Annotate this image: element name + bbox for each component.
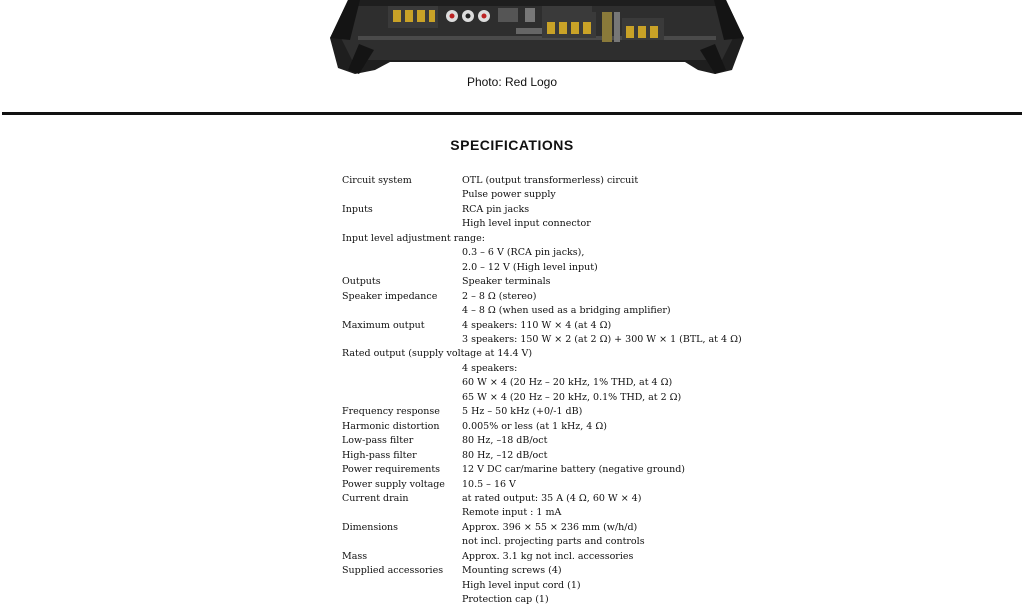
spec-label: Maximum output xyxy=(342,319,425,331)
spec-row xyxy=(342,362,762,376)
spec-row xyxy=(342,564,762,578)
spec-row xyxy=(342,290,762,304)
photo-caption: Photo: Red Logo xyxy=(466,75,558,89)
spec-value: Protection cap (1) xyxy=(462,594,549,606)
spec-row xyxy=(342,376,762,390)
spec-value: 0.3 – 6 V (RCA pin jacks), xyxy=(462,247,585,259)
spec-row xyxy=(342,478,762,492)
spec-row xyxy=(342,405,762,419)
spec-label: Dimensions xyxy=(342,521,399,533)
spec-label: Rated output (supply voltage at 14.4 V) xyxy=(342,348,533,360)
spec-value: 2 – 8 Ω (stereo) xyxy=(462,290,537,302)
spec-value: 4 speakers: 110 W × 4 (at 4 Ω) xyxy=(462,319,612,331)
spec-row xyxy=(342,217,762,231)
spec-label: Speaker impedance xyxy=(342,290,438,302)
spec-label xyxy=(342,333,462,347)
spec-value: High level input cord (1) xyxy=(462,579,581,591)
spec-label xyxy=(342,391,462,405)
spec-value: 0.005% or less (at 1 kHz, 4 Ω) xyxy=(462,420,607,432)
spec-value: 2.0 – 12 V (High level input) xyxy=(462,261,598,273)
spec-label xyxy=(342,579,462,593)
spec-value: 80 Hz, –12 dB/oct xyxy=(462,449,548,461)
spec-row xyxy=(342,333,762,347)
spec-value: Pulse power supply xyxy=(462,189,556,201)
spec-value: Approx. 396 × 55 × 236 mm (w/h/d) xyxy=(462,521,638,533)
spec-label xyxy=(342,304,462,318)
horizontal-divider xyxy=(2,112,1022,115)
spec-label: Power requirements xyxy=(342,464,441,476)
spec-value: Approx. 3.1 kg not incl. accessories xyxy=(462,550,634,562)
spec-value: 80 Hz, –18 dB/oct xyxy=(462,435,548,447)
specifications-heading: SPECIFICATIONS xyxy=(450,137,574,153)
spec-label xyxy=(342,261,462,275)
spec-label xyxy=(342,593,462,607)
spec-row xyxy=(342,492,762,506)
spec-label: Frequency response xyxy=(342,406,440,418)
spec-row xyxy=(342,246,762,260)
spec-label: Inputs xyxy=(342,203,373,215)
spec-label xyxy=(342,535,462,549)
spec-label xyxy=(342,362,462,376)
specifications-table xyxy=(342,174,762,608)
spec-value: 65 W × 4 (20 Hz – 20 kHz, 0.1% THD, at 2 Ω) xyxy=(462,391,682,403)
spec-row xyxy=(342,232,762,246)
spec-row xyxy=(342,304,762,318)
spec-value: 10.5 – 16 V xyxy=(462,478,516,490)
spec-label: Power supply voltage xyxy=(342,478,445,490)
spec-value: OTL (output transformerless) circuit xyxy=(462,175,639,186)
spec-row xyxy=(342,434,762,448)
spec-row xyxy=(342,463,762,477)
spec-label: Circuit system xyxy=(342,175,412,186)
amplifier-photo xyxy=(330,0,744,74)
spec-label: Supplied accessories xyxy=(342,565,444,577)
spec-value: 4 – 8 Ω (when used as a bridging amplifier) xyxy=(462,305,671,317)
spec-label xyxy=(342,376,462,390)
spec-row xyxy=(342,449,762,463)
spec-value: Speaker terminals xyxy=(462,276,551,288)
spec-value: RCA pin jacks xyxy=(462,203,530,215)
spec-row xyxy=(342,319,762,333)
spec-row xyxy=(342,593,762,607)
spec-value: 5 Hz – 50 kHz (+0/-1 dB) xyxy=(462,406,583,418)
spec-row xyxy=(342,174,762,188)
spec-row xyxy=(342,188,762,202)
spec-value: Mounting screws (4) xyxy=(462,565,562,577)
spec-value: Remote input : 1 mA xyxy=(462,507,562,519)
spec-row xyxy=(342,261,762,275)
spec-row xyxy=(342,420,762,434)
spec-row xyxy=(342,347,762,361)
spec-value: 3 speakers: 150 W × 2 (at 2 Ω) + 300 W × 1 (BTL, at 4 Ω) xyxy=(462,333,742,345)
spec-value: 12 V DC car/marine battery (negative ground) xyxy=(462,464,685,476)
spec-label xyxy=(342,506,462,520)
spec-row xyxy=(342,275,762,289)
spec-label xyxy=(342,246,462,260)
spec-value: not incl. projecting parts and controls xyxy=(462,536,645,548)
spec-row xyxy=(342,579,762,593)
spec-row xyxy=(342,521,762,535)
spec-label xyxy=(342,188,462,202)
spec-value: 60 W × 4 (20 Hz – 20 kHz, 1% THD, at 4 Ω) xyxy=(462,377,673,389)
spec-row xyxy=(342,391,762,405)
spec-label: High-pass filter xyxy=(342,449,417,461)
spec-value: High level input connector xyxy=(462,218,591,230)
spec-label: Input level adjustment range: xyxy=(342,232,485,244)
spec-value: at rated output: 35 A (4 Ω, 60 W × 4) xyxy=(462,492,642,504)
spec-label: Low-pass filter xyxy=(342,435,414,447)
spec-label: Mass xyxy=(342,550,368,562)
spec-label: Current drain xyxy=(342,492,409,504)
spec-row xyxy=(342,203,762,217)
spec-label: Harmonic distortion xyxy=(342,420,440,432)
spec-row xyxy=(342,506,762,520)
spec-label xyxy=(342,217,462,231)
spec-label: Outputs xyxy=(342,276,381,288)
spec-value: 4 speakers: xyxy=(462,362,518,374)
spec-row xyxy=(342,550,762,564)
spec-row xyxy=(342,535,762,549)
